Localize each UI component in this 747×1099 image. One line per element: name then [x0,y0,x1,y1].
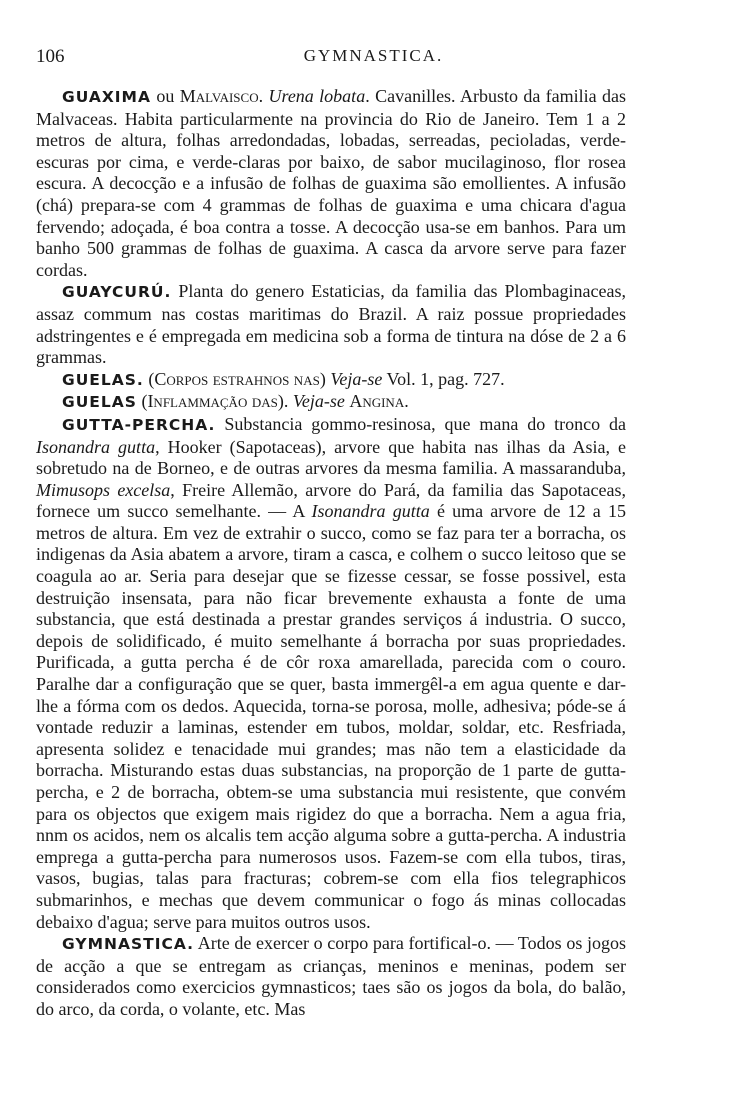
headword: GUELAS. [62,370,144,389]
cross-reference-target: Angina [349,391,405,412]
running-head: GYMNASTICA. [303,46,444,65]
entry-guelas-inflammacao [36,391,626,414]
entry-text: ) [319,368,331,389]
entry-text: ( [136,391,148,412]
headword: GUAYCURÚ. [62,283,172,302]
scientific-name: Urena lobata [268,86,366,106]
headword: GUAXIMA [62,88,151,106]
subheading: Corpos estrahnos nas [154,368,320,389]
entry-guaycuru [36,281,626,368]
headword: GYMNASTICA. [62,935,195,954]
scientific-name: Isonandra gutta [36,436,156,457]
page-body [36,86,626,1021]
scientific-name: Mimusops excelsa [36,479,171,500]
entry-text: , Hooker (Sapotaceas), arvore que habita nas ilhas da Asia, e sobretudo na de Borneo, e de outras arvores da mesma familia. A massaranduba, [36,436,627,479]
page-header [36,46,711,70]
entry-text: . [404,391,409,412]
entry-text: , Freire Allemão, arvore do Pará, da familia das Sapotaceas, fornece um succo semelhante. — A [36,479,627,522]
subheading: Inflammação das [147,391,278,412]
entry-text: . Cavanilles. Arbusto da familia das Malvaceas. Habita particularmente na provincia do Rio de Janeiro. Tem 1 a 2 metros de altura, folhas arredondadas, lobadas, serreadas, pecioladas, verde-escuras por cima, e verde-claras por baixo, de sabor mucilaginoso, flor rosea escura. A decocção e a infusão de folhas de guaxima são emollientes. A infusão (chá) prepara-se com 4 grammas de folhas de guaxima e uma chicara d'agua fervendo; adoçada, é boa contra a tosse. A decocção usa-se em banhos. Para um banho 500 grammas de folhas de guaxima. A casca da arvore serve para fazer cordas. [36,86,627,280]
entry-text: Vol. 1, pag. 727. [382,368,505,389]
entry-text: Arte de exercer o corpo para fortifical-o. — Todos os jogos de acção a que se entregam as crianças, meninos e meninas, podem ser considerados como exercicios gymnasticos; taes são os jogos da bola, do balão, do arco, da corda, o volante, etc. Mas [36,933,626,1019]
entry-text: ou [150,86,180,106]
entry-guelas-corpos [36,369,626,392]
entry-text: . [258,86,269,106]
headword: GUTTA-PERCHA. [62,415,216,434]
entry-guaxima [36,86,626,281]
entry-text: ( [143,368,155,389]
entry-text: Substancia gommo-resinosa, que mana do tronco da [215,413,626,434]
entry-gutta-percha [36,414,626,933]
cross-reference: Veja-se [330,368,383,389]
entry-text: ). [277,391,293,412]
headword: GUELAS [62,393,137,412]
entry-text: Planta do genero Estaticias, da familia das Plombaginaceas, assaz commum nas costas maritimas do Brazil. A raiz possue propriedades adstringentes e é empregada em medicina sob a forma de tintura na dóse de 2 a 6 grammas. [36,281,626,368]
scientific-name: Isonandra gutta [311,501,430,522]
synonym: Malvaisco [179,86,259,106]
cross-reference: Veja-se [292,391,345,412]
entry-gymnastica [36,933,626,1020]
page-number: 106 [36,46,65,67]
entry-text: é uma arvore de 12 a 15 metros de altura. Em vez de extrahir o succo, como se faz para ter a borracha, os indigenas da Asia abatem a arvore, tiram a casca, e colhem o succo leitoso que se coagula ao ar. Seria para desejar que se fizesse cessar, se fosse possivel, esta destruição insensata, para não ficar brevemente exhausta a fonte de uma substancia, que está destinada a prestar grandes serviços á industria. O succo, depois de solidificado, é muito semelhante á borracha por suas propriedades. Purificada, a gutta percha é de côr roxa amarellada, parecida com o couro. Paralhe dar a configuração que se quer, basta immergêl-a em agua quente e dar-lhe a fórma com os dedos. Aquecida, torna-se porosa, molle, adhesiva; póde-se á vontade reduzir a laminas, estender em tubos, moldar, soldar, etc. Resfriada, apresenta solidez e tenacidade mui grandes; mas não tem a elasticidade da borracha. Misturando estas duas substancias, na proporção de 1 parte de gutta-percha, e 2 de borracha, obtem-se uma substancia mui resistente, que convém para os objectos que exigem mais rigidez do que a borracha. Nem a agua fria, nnm os acidos, nem os alcalis tem acção alguma sobre a gutta-percha. A industria emprega a gutta-percha para numerosos usos. Fazem-se com ella tubos, tiras, vasos, bugias, talas para fracturas; cobrem-se com ella fios telegraphicos submarinhos, e mechas que devem communicar o fogo ás minas collocadas debaixo d'agua; serve para muitos outros usos. [36,501,626,932]
